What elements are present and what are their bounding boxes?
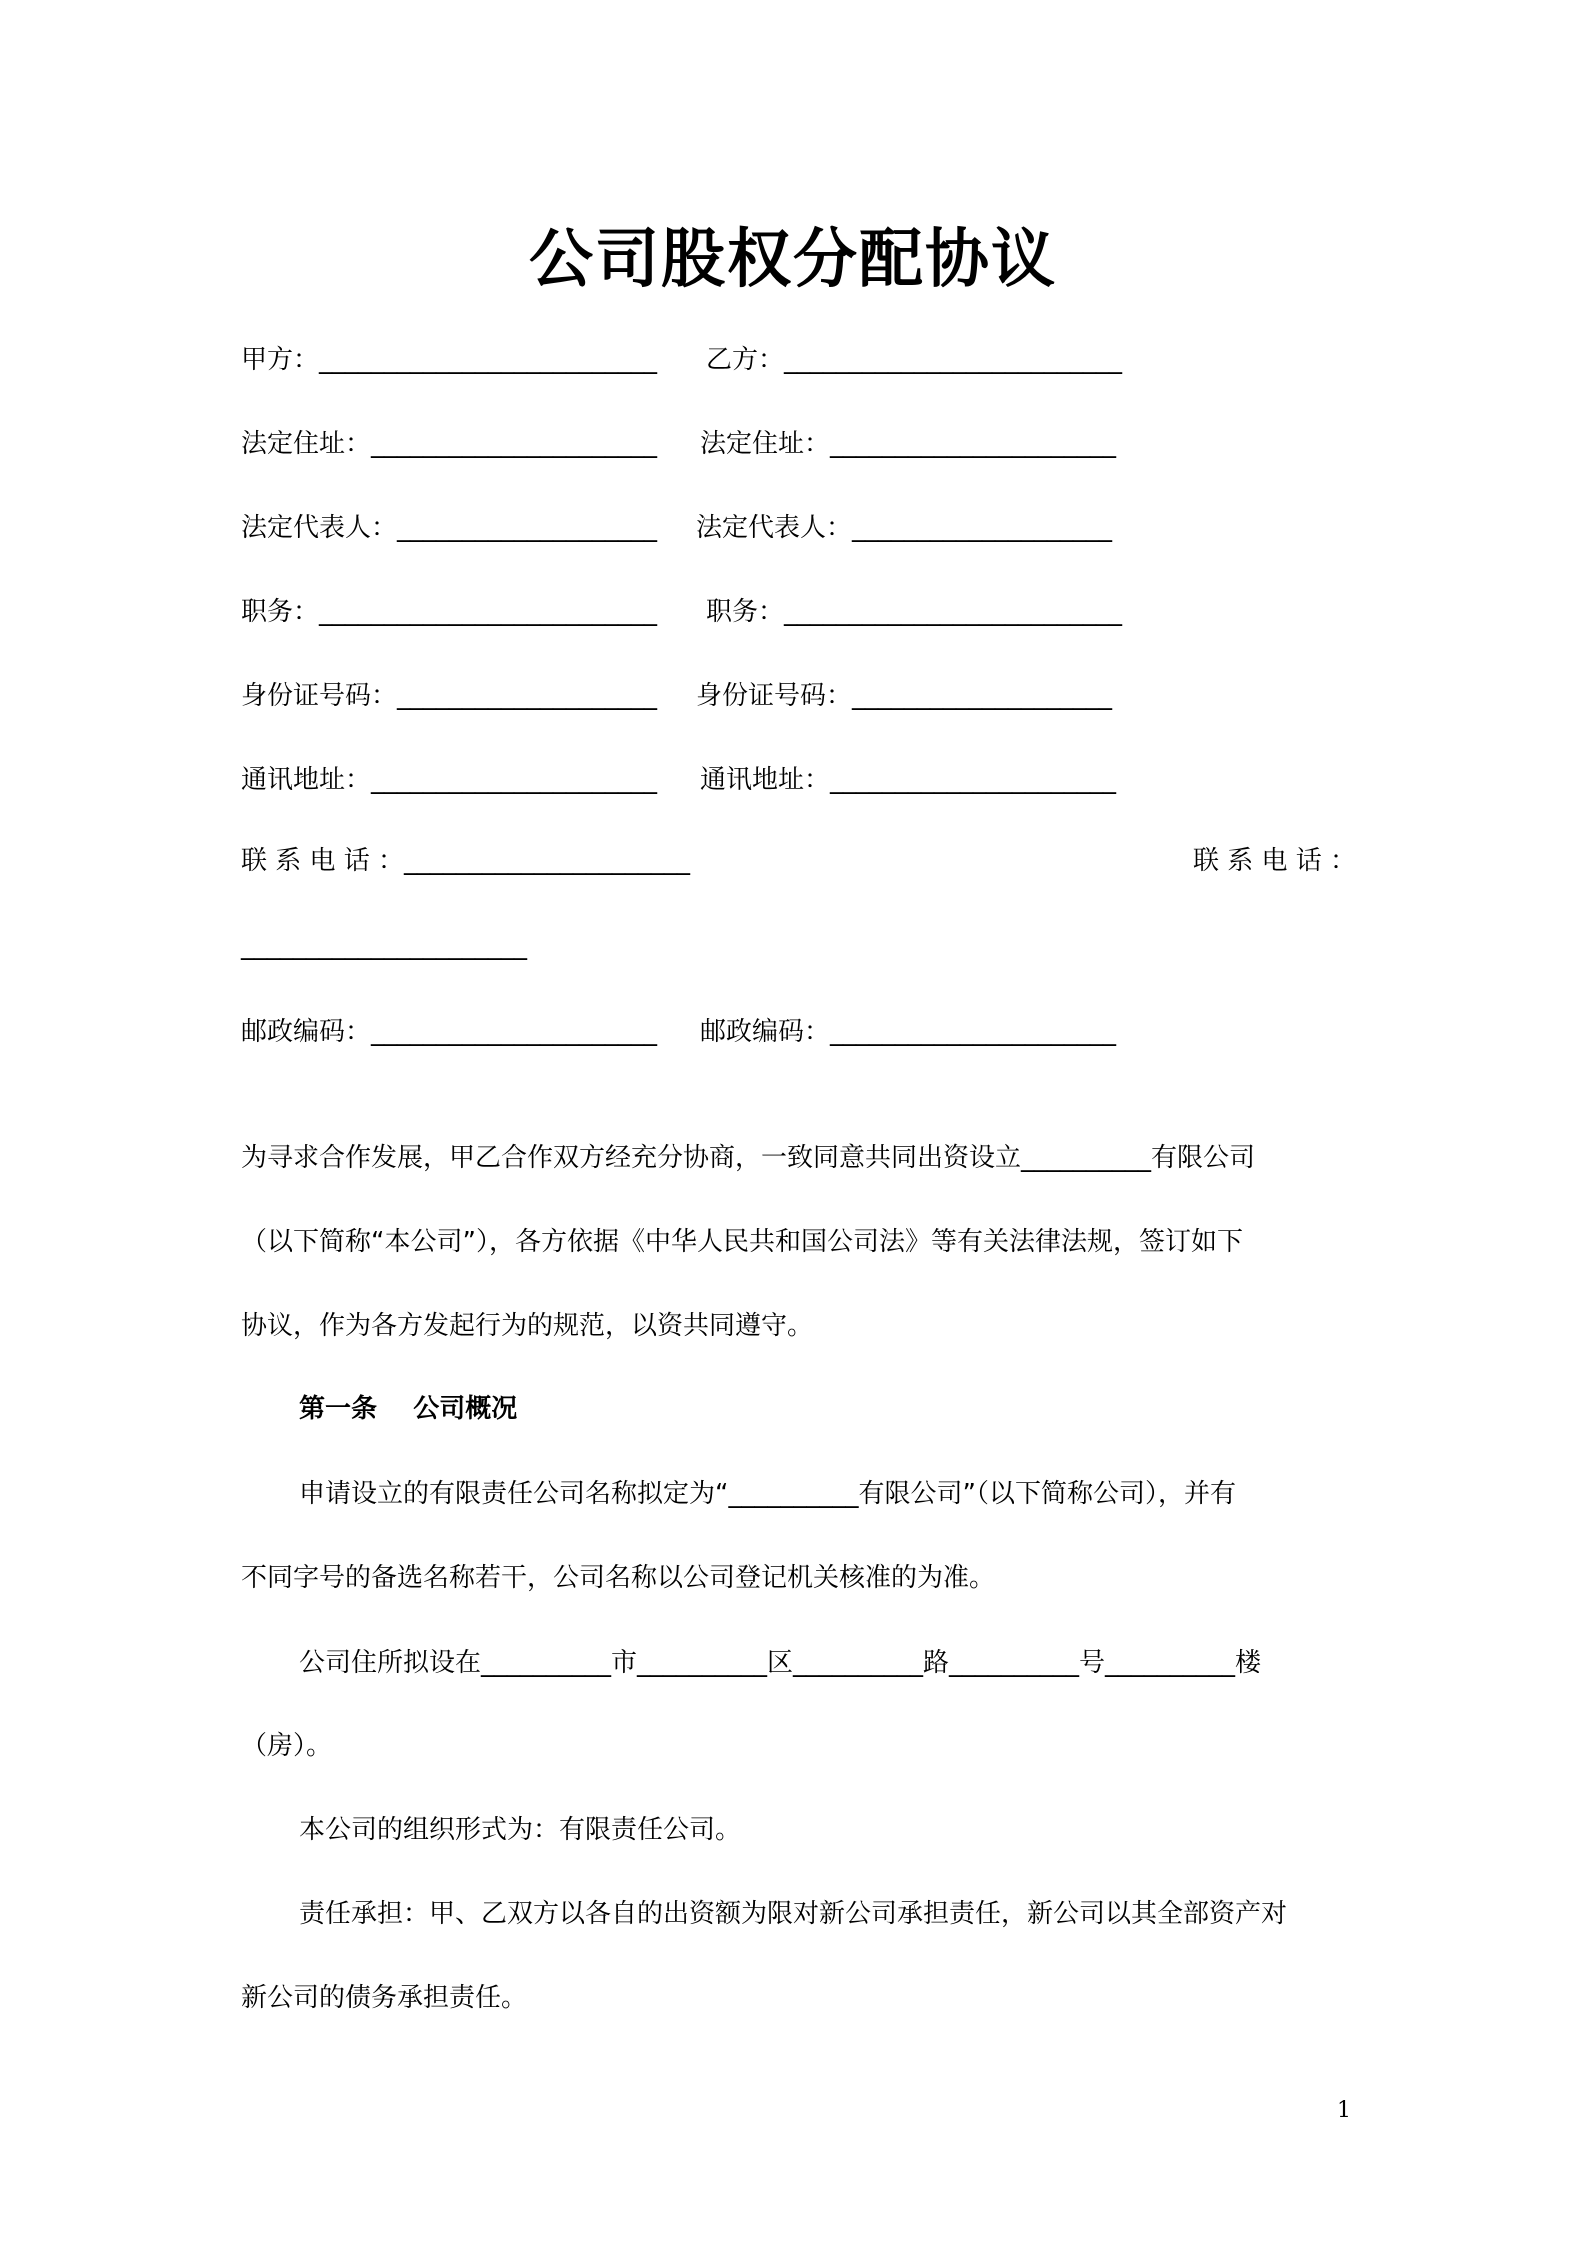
- article-line: 申请设立的有限责任公司名称拟定为“__________有限公司”（以下简称公司），并有: [299, 1479, 1236, 1509]
- article-line: （房）。: [241, 1731, 333, 1761]
- article-line: 本公司的组织形式为：有限责任公司。: [299, 1815, 742, 1845]
- party-a-mail-address-field: 通讯地址：______________________: [241, 765, 658, 795]
- party-b-representative-field: 法定代表人：____________________: [696, 513, 1113, 543]
- party-b-mail-address-field: 通讯地址：______________________: [700, 765, 1117, 795]
- party-b-phone-label: 联 系 电 话 ：: [1193, 846, 1357, 876]
- party-a-postcode-field: 邮政编码：______________________: [241, 1017, 658, 1047]
- party-a-representative-field: 法定代表人：____________________: [241, 513, 658, 543]
- party-b-position-field: 职务：__________________________: [706, 597, 1123, 627]
- page-number: 1: [1337, 2098, 1351, 2123]
- party-b-postcode-field: 邮政编码：______________________: [700, 1017, 1117, 1047]
- party-a-phone-field: 联 系 电 话 ：______________________: [241, 846, 691, 876]
- intro-line: 为寻求合作发展，甲乙合作双方经充分协商，一致同意共同出资设立__________有限公司: [241, 1143, 1256, 1173]
- intro-line: （以下简称“本公司”），各方依据《中华人民共和国公司法》等有关法律法规，签订如下: [241, 1227, 1243, 1257]
- party-a-field: 甲方：__________________________: [241, 345, 658, 375]
- document-title: 公司股权分配协议: [529, 223, 1057, 297]
- party-a-address-field: 法定住址：______________________: [241, 429, 658, 459]
- article-line: 责任承担：甲、乙双方以各自的出资额为限对新公司承担责任，新公司以其全部资产对: [299, 1899, 1288, 1929]
- party-a-id-field: 身份证号码：____________________: [241, 681, 658, 711]
- article-line: 新公司的债务承担责任。: [241, 1983, 528, 2013]
- article-heading: 第一条 公司概况: [299, 1394, 518, 1424]
- party-b-field: 乙方：__________________________: [706, 345, 1123, 375]
- party-b-id-field: 身份证号码：____________________: [696, 681, 1113, 711]
- article-line: 不同字号的备选名称若干，公司名称以公司登记机关核准的为准。: [241, 1563, 996, 1593]
- party-b-address-field: 法定住址：______________________: [700, 429, 1117, 459]
- party-a-position-field: 职务：__________________________: [241, 597, 658, 627]
- party-b-phone-line: ______________________: [241, 931, 527, 961]
- intro-line: 协议，作为各方发起行为的规范，以资共同遵守。: [241, 1311, 814, 1341]
- article-line: 公司住所拟设在__________市__________区__________路__________号__________楼: [299, 1648, 1262, 1678]
